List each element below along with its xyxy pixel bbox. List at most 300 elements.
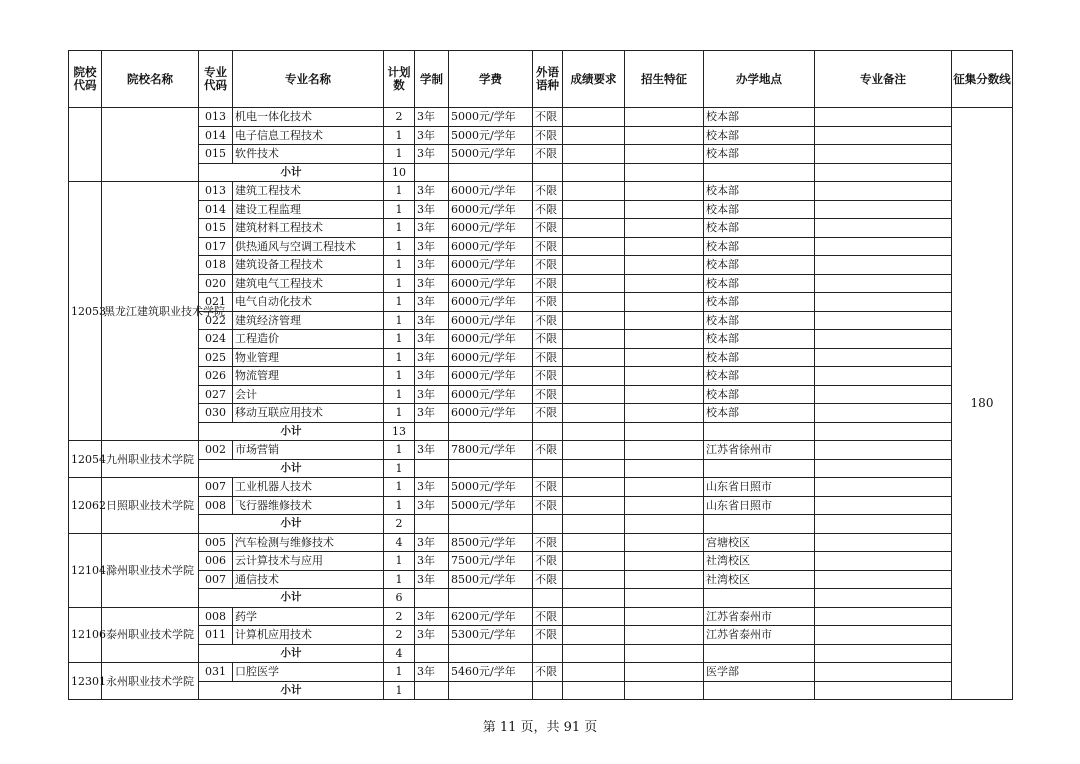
foreign-language-cell: 不限 — [533, 330, 563, 349]
foreign-language-cell: 不限 — [533, 385, 563, 404]
recruit-feature-cell — [625, 663, 704, 682]
subtotal-empty-cell — [704, 459, 815, 478]
foreign-language-cell: 不限 — [533, 570, 563, 589]
foreign-language-cell: 不限 — [533, 478, 563, 497]
major-code-cell: 005 — [199, 533, 233, 552]
score-requirement-cell — [563, 200, 625, 219]
major-name-cell: 建筑材料工程技术 — [233, 219, 384, 238]
subtotal-row — [69, 163, 1013, 182]
school-name-cell — [102, 108, 199, 182]
plan-count-cell: 1 — [384, 404, 415, 423]
table-row — [69, 219, 1013, 238]
tuition-cell: 6000元/学年 — [449, 219, 533, 238]
tuition-cell: 6200元/学年 — [449, 607, 533, 626]
subtotal-label: 小计 — [199, 681, 384, 700]
score-requirement-cell — [563, 367, 625, 386]
subtotal-row — [69, 422, 1013, 441]
subtotal-empty-cell — [563, 163, 625, 182]
subtotal-empty-cell — [625, 644, 704, 663]
header-major-name: 专业名称 — [233, 51, 384, 108]
subtotal-empty-cell — [563, 515, 625, 534]
tuition-cell: 6000元/学年 — [449, 274, 533, 293]
table-row — [69, 385, 1013, 404]
duration-cell: 3年 — [415, 145, 449, 164]
table-row — [69, 663, 1013, 682]
tuition-cell: 6000元/学年 — [449, 330, 533, 349]
recruit-feature-cell — [625, 311, 704, 330]
subtotal-row — [69, 644, 1013, 663]
tuition-cell: 6000元/学年 — [449, 182, 533, 201]
cutoff-score-cell: 180 — [952, 108, 1013, 700]
score-requirement-cell — [563, 607, 625, 626]
score-requirement-cell — [563, 626, 625, 645]
recruit-feature-cell — [625, 496, 704, 515]
duration-cell: 3年 — [415, 126, 449, 145]
table-row — [69, 533, 1013, 552]
school-code-cell: 12053 — [69, 182, 102, 441]
location-cell: 江苏省徐州市 — [704, 441, 815, 460]
score-requirement-cell — [563, 533, 625, 552]
score-requirement-cell — [563, 441, 625, 460]
plan-count-cell: 1 — [384, 663, 415, 682]
recruit-feature-cell — [625, 145, 704, 164]
foreign-language-cell: 不限 — [533, 626, 563, 645]
subtotal-value: 1 — [384, 459, 415, 478]
tuition-cell: 5300元/学年 — [449, 626, 533, 645]
location-cell: 校本部 — [704, 348, 815, 367]
school-name-cell: 滁州职业技术学院 — [102, 533, 199, 607]
subtotal-value: 10 — [384, 163, 415, 182]
score-requirement-cell — [563, 108, 625, 127]
subtotal-empty-cell — [815, 163, 952, 182]
table-row — [69, 404, 1013, 423]
header-location: 办学地点 — [704, 51, 815, 108]
major-code-cell: 030 — [199, 404, 233, 423]
plan-count-cell: 1 — [384, 200, 415, 219]
major-name-cell: 电子信息工程技术 — [233, 126, 384, 145]
subtotal-empty-cell — [415, 681, 449, 700]
subtotal-empty-cell — [563, 681, 625, 700]
table-row — [69, 496, 1013, 515]
subtotal-label: 小计 — [199, 644, 384, 663]
tuition-cell: 6000元/学年 — [449, 256, 533, 275]
subtotal-empty-cell — [625, 459, 704, 478]
subtotal-empty-cell — [415, 422, 449, 441]
major-code-cell: 008 — [199, 496, 233, 515]
subtotal-empty-cell — [415, 163, 449, 182]
recruit-feature-cell — [625, 219, 704, 238]
subtotal-row — [69, 681, 1013, 700]
major-note-cell — [815, 626, 952, 645]
major-name-cell: 物流管理 — [233, 367, 384, 386]
major-note-cell — [815, 145, 952, 164]
table-row — [69, 311, 1013, 330]
recruit-feature-cell — [625, 293, 704, 312]
subtotal-empty-cell — [449, 459, 533, 478]
score-requirement-cell — [563, 293, 625, 312]
subtotal-empty-cell — [704, 163, 815, 182]
table-row — [69, 330, 1013, 349]
plan-count-cell: 1 — [384, 237, 415, 256]
major-code-cell: 013 — [199, 182, 233, 201]
plan-count-cell: 1 — [384, 348, 415, 367]
major-name-cell: 物业管理 — [233, 348, 384, 367]
plan-count-cell: 1 — [384, 385, 415, 404]
foreign-language-cell: 不限 — [533, 200, 563, 219]
major-note-cell — [815, 108, 952, 127]
location-cell: 校本部 — [704, 311, 815, 330]
header-foreign-language: 外语语种 — [533, 51, 563, 108]
subtotal-empty-cell — [415, 515, 449, 534]
header-major-note: 专业备注 — [815, 51, 952, 108]
location-cell: 江苏省泰州市 — [704, 607, 815, 626]
subtotal-empty-cell — [815, 644, 952, 663]
score-requirement-cell — [563, 126, 625, 145]
duration-cell: 3年 — [415, 441, 449, 460]
major-note-cell — [815, 256, 952, 275]
major-name-cell: 工程造价 — [233, 330, 384, 349]
school-code-cell: 12104 — [69, 533, 102, 607]
major-name-cell: 云计算技术与应用 — [233, 552, 384, 571]
subtotal-empty-cell — [625, 515, 704, 534]
header-major-code: 专业代码 — [199, 51, 233, 108]
foreign-language-cell: 不限 — [533, 552, 563, 571]
school-name-cell: 日照职业技术学院 — [102, 478, 199, 534]
major-note-cell — [815, 311, 952, 330]
page-footer: 第 11 页，共 91 页 — [482, 720, 598, 735]
score-requirement-cell — [563, 182, 625, 201]
foreign-language-cell: 不限 — [533, 256, 563, 275]
major-name-cell: 建筑工程技术 — [233, 182, 384, 201]
duration-cell: 3年 — [415, 219, 449, 238]
tuition-cell: 6000元/学年 — [449, 348, 533, 367]
major-name-cell: 电气自动化技术 — [233, 293, 384, 312]
major-note-cell — [815, 385, 952, 404]
table-row — [69, 182, 1013, 201]
major-code-cell: 020 — [199, 274, 233, 293]
recruit-feature-cell — [625, 274, 704, 293]
table-row — [69, 126, 1013, 145]
tuition-cell: 6000元/学年 — [449, 200, 533, 219]
duration-cell: 3年 — [415, 330, 449, 349]
score-requirement-cell — [563, 274, 625, 293]
tuition-cell: 6000元/学年 — [449, 293, 533, 312]
location-cell: 校本部 — [704, 330, 815, 349]
major-name-cell: 汽车检测与维修技术 — [233, 533, 384, 552]
major-note-cell — [815, 126, 952, 145]
tuition-cell: 5000元/学年 — [449, 145, 533, 164]
duration-cell: 3年 — [415, 311, 449, 330]
tuition-cell: 6000元/学年 — [449, 367, 533, 386]
plan-count-cell: 1 — [384, 145, 415, 164]
plan-count-cell: 1 — [384, 496, 415, 515]
recruit-feature-cell — [625, 552, 704, 571]
major-code-cell: 006 — [199, 552, 233, 571]
plan-count-cell: 1 — [384, 570, 415, 589]
foreign-language-cell: 不限 — [533, 126, 563, 145]
score-requirement-cell — [563, 496, 625, 515]
plan-count-cell: 1 — [384, 274, 415, 293]
subtotal-row — [69, 589, 1013, 608]
plan-count-cell: 2 — [384, 607, 415, 626]
foreign-language-cell: 不限 — [533, 441, 563, 460]
subtotal-empty-cell — [815, 459, 952, 478]
header-cutoff-score: 征集分数线 — [952, 51, 1013, 108]
table-row — [69, 108, 1013, 127]
score-requirement-cell — [563, 311, 625, 330]
location-cell: 社湾校区 — [704, 552, 815, 571]
tuition-cell: 5460元/学年 — [449, 663, 533, 682]
major-note-cell — [815, 663, 952, 682]
tuition-cell: 5000元/学年 — [449, 108, 533, 127]
tuition-cell: 8500元/学年 — [449, 533, 533, 552]
subtotal-empty-cell — [449, 681, 533, 700]
subtotal-value: 2 — [384, 515, 415, 534]
table-row — [69, 552, 1013, 571]
table-row — [69, 237, 1013, 256]
duration-cell: 3年 — [415, 626, 449, 645]
score-requirement-cell — [563, 237, 625, 256]
score-requirement-cell — [563, 219, 625, 238]
subtotal-empty-cell — [415, 644, 449, 663]
subtotal-empty-cell — [533, 644, 563, 663]
location-cell: 校本部 — [704, 256, 815, 275]
duration-cell: 3年 — [415, 404, 449, 423]
plan-count-cell: 1 — [384, 182, 415, 201]
location-cell: 校本部 — [704, 219, 815, 238]
subtotal-empty-cell — [563, 422, 625, 441]
major-note-cell — [815, 570, 952, 589]
major-note-cell — [815, 348, 952, 367]
major-name-cell: 建设工程监理 — [233, 200, 384, 219]
major-name-cell: 建筑设备工程技术 — [233, 256, 384, 275]
major-code-cell: 022 — [199, 311, 233, 330]
score-requirement-cell — [563, 570, 625, 589]
school-name-cell: 泰州职业技术学院 — [102, 607, 199, 663]
major-note-cell — [815, 219, 952, 238]
major-name-cell: 药学 — [233, 607, 384, 626]
subtotal-empty-cell — [533, 459, 563, 478]
header-recruit-feature: 招生特征 — [625, 51, 704, 108]
location-cell: 社湾校区 — [704, 570, 815, 589]
recruit-feature-cell — [625, 626, 704, 645]
duration-cell: 3年 — [415, 256, 449, 275]
major-code-cell: 026 — [199, 367, 233, 386]
subtotal-empty-cell — [449, 515, 533, 534]
major-code-cell: 031 — [199, 663, 233, 682]
duration-cell: 3年 — [415, 607, 449, 626]
plan-count-cell: 1 — [384, 311, 415, 330]
subtotal-empty-cell — [563, 644, 625, 663]
major-note-cell — [815, 367, 952, 386]
location-cell: 校本部 — [704, 385, 815, 404]
major-name-cell: 机电一体化技术 — [233, 108, 384, 127]
school-name-cell: 九州职业技术学院 — [102, 441, 199, 478]
major-note-cell — [815, 496, 952, 515]
table-row — [69, 607, 1013, 626]
score-requirement-cell — [563, 348, 625, 367]
location-cell: 校本部 — [704, 274, 815, 293]
major-note-cell — [815, 330, 952, 349]
major-code-cell: 015 — [199, 145, 233, 164]
score-requirement-cell — [563, 256, 625, 275]
duration-cell: 3年 — [415, 200, 449, 219]
major-code-cell: 013 — [199, 108, 233, 127]
duration-cell: 3年 — [415, 385, 449, 404]
school-code-cell: 12054 — [69, 441, 102, 478]
location-cell: 校本部 — [704, 182, 815, 201]
subtotal-row — [69, 515, 1013, 534]
major-code-cell: 014 — [199, 200, 233, 219]
duration-cell: 3年 — [415, 533, 449, 552]
major-note-cell — [815, 274, 952, 293]
header-duration: 学制 — [415, 51, 449, 108]
major-code-cell: 002 — [199, 441, 233, 460]
score-requirement-cell — [563, 404, 625, 423]
subtotal-empty-cell — [625, 422, 704, 441]
subtotal-empty-cell — [533, 422, 563, 441]
major-name-cell: 口腔医学 — [233, 663, 384, 682]
major-note-cell — [815, 478, 952, 497]
foreign-language-cell: 不限 — [533, 108, 563, 127]
major-name-cell: 供热通风与空调工程技术 — [233, 237, 384, 256]
subtotal-label: 小计 — [199, 589, 384, 608]
foreign-language-cell: 不限 — [533, 311, 563, 330]
header-score-requirement: 成绩要求 — [563, 51, 625, 108]
header-school-name: 院校名称 — [102, 51, 199, 108]
tuition-cell: 5000元/学年 — [449, 496, 533, 515]
plan-count-cell: 2 — [384, 626, 415, 645]
subtotal-empty-cell — [449, 163, 533, 182]
duration-cell: 3年 — [415, 274, 449, 293]
plan-count-cell: 1 — [384, 441, 415, 460]
foreign-language-cell: 不限 — [533, 237, 563, 256]
header-school-code: 院校代码 — [69, 51, 102, 108]
subtotal-empty-cell — [815, 589, 952, 608]
subtotal-empty-cell — [625, 589, 704, 608]
tuition-cell: 6000元/学年 — [449, 404, 533, 423]
table-row — [69, 293, 1013, 312]
score-requirement-cell — [563, 330, 625, 349]
subtotal-empty-cell — [704, 681, 815, 700]
subtotal-value: 13 — [384, 422, 415, 441]
plan-count-cell: 1 — [384, 478, 415, 497]
foreign-language-cell: 不限 — [533, 533, 563, 552]
subtotal-label: 小计 — [199, 422, 384, 441]
duration-cell: 3年 — [415, 478, 449, 497]
school-code-cell: 12301 — [69, 663, 102, 700]
plan-count-cell: 1 — [384, 293, 415, 312]
duration-cell: 3年 — [415, 182, 449, 201]
subtotal-empty-cell — [449, 422, 533, 441]
recruit-feature-cell — [625, 367, 704, 386]
recruit-feature-cell — [625, 478, 704, 497]
major-note-cell — [815, 533, 952, 552]
header-row — [69, 51, 1013, 108]
recruit-feature-cell — [625, 108, 704, 127]
score-requirement-cell — [563, 385, 625, 404]
header-tuition: 学费 — [449, 51, 533, 108]
recruit-feature-cell — [625, 404, 704, 423]
foreign-language-cell: 不限 — [533, 367, 563, 386]
foreign-language-cell: 不限 — [533, 404, 563, 423]
plan-count-cell: 1 — [384, 367, 415, 386]
table-body — [69, 108, 1013, 700]
subtotal-label: 小计 — [199, 515, 384, 534]
location-cell: 校本部 — [704, 145, 815, 164]
subtotal-value: 1 — [384, 681, 415, 700]
location-cell: 校本部 — [704, 293, 815, 312]
subtotal-empty-cell — [815, 515, 952, 534]
plan-count-cell: 4 — [384, 533, 415, 552]
recruit-feature-cell — [625, 237, 704, 256]
major-name-cell: 工业机器人技术 — [233, 478, 384, 497]
major-name-cell: 建筑电气工程技术 — [233, 274, 384, 293]
subtotal-empty-cell — [563, 459, 625, 478]
plan-count-cell: 1 — [384, 552, 415, 571]
recruit-feature-cell — [625, 533, 704, 552]
major-name-cell: 通信技术 — [233, 570, 384, 589]
location-cell: 校本部 — [704, 108, 815, 127]
foreign-language-cell: 不限 — [533, 274, 563, 293]
plan-count-cell: 2 — [384, 108, 415, 127]
subtotal-empty-cell — [815, 681, 952, 700]
major-name-cell: 移动互联应用技术 — [233, 404, 384, 423]
table-row — [69, 441, 1013, 460]
subtotal-empty-cell — [625, 681, 704, 700]
major-name-cell: 计算机应用技术 — [233, 626, 384, 645]
tuition-cell: 5000元/学年 — [449, 478, 533, 497]
subtotal-empty-cell — [704, 644, 815, 663]
location-cell: 校本部 — [704, 126, 815, 145]
major-name-cell: 软件技术 — [233, 145, 384, 164]
subtotal-value: 6 — [384, 589, 415, 608]
table-row — [69, 256, 1013, 275]
recruit-feature-cell — [625, 200, 704, 219]
recruit-feature-cell — [625, 570, 704, 589]
table-row — [69, 478, 1013, 497]
school-code-cell: 12106 — [69, 607, 102, 663]
subtotal-empty-cell — [815, 422, 952, 441]
subtotal-empty-cell — [704, 422, 815, 441]
major-code-cell: 017 — [199, 237, 233, 256]
recruit-feature-cell — [625, 256, 704, 275]
major-code-cell: 015 — [199, 219, 233, 238]
location-cell: 校本部 — [704, 367, 815, 386]
major-code-cell: 014 — [199, 126, 233, 145]
major-code-cell: 007 — [199, 570, 233, 589]
major-note-cell — [815, 607, 952, 626]
table-header — [69, 51, 1013, 108]
recruit-feature-cell — [625, 385, 704, 404]
major-name-cell: 飞行器维修技术 — [233, 496, 384, 515]
foreign-language-cell: 不限 — [533, 607, 563, 626]
subtotal-empty-cell — [449, 644, 533, 663]
major-note-cell — [815, 200, 952, 219]
major-note-cell — [815, 182, 952, 201]
tuition-cell: 8500元/学年 — [449, 570, 533, 589]
major-note-cell — [815, 293, 952, 312]
tuition-cell: 6000元/学年 — [449, 237, 533, 256]
major-code-cell: 008 — [199, 607, 233, 626]
major-name-cell: 会计 — [233, 385, 384, 404]
major-name-cell: 市场营销 — [233, 441, 384, 460]
major-code-cell: 011 — [199, 626, 233, 645]
subtotal-empty-cell — [533, 681, 563, 700]
duration-cell: 3年 — [415, 367, 449, 386]
recruit-feature-cell — [625, 441, 704, 460]
major-code-cell: 024 — [199, 330, 233, 349]
